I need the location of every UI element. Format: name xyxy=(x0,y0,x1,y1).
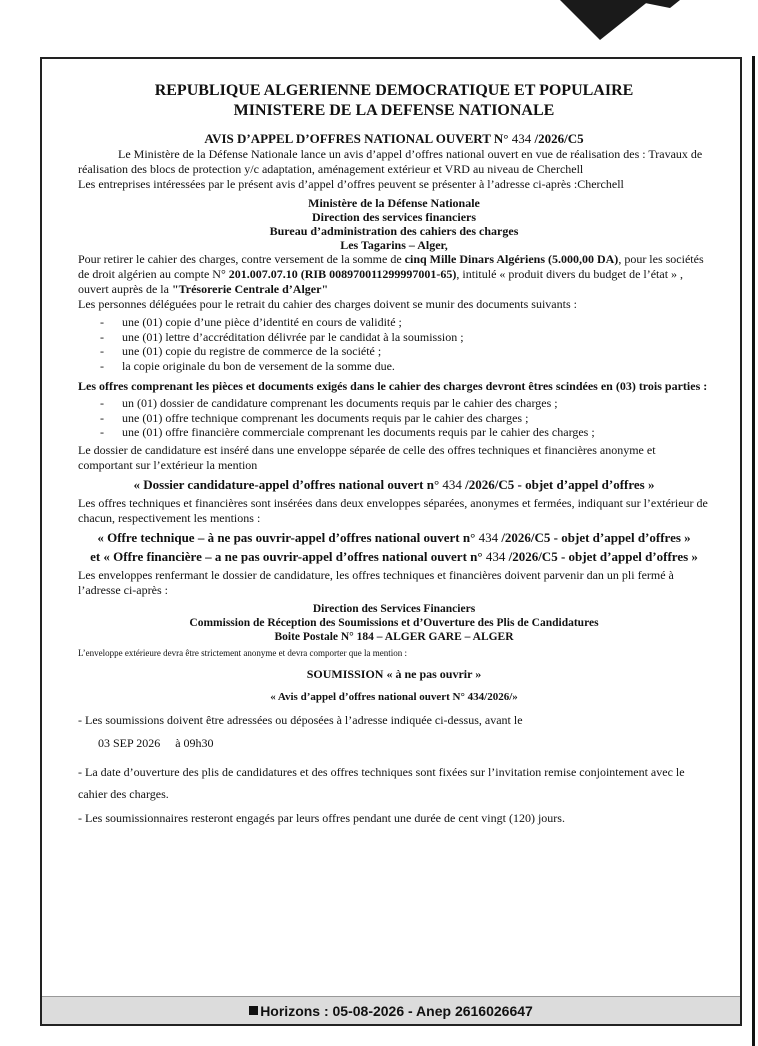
deadline-paragraph: - Les soumissions doivent être adressées ou déposées à l’adresse indiquée ci-dessus, avant le xyxy=(78,712,523,727)
notice-title: AVIS D’APPEL D’OFFRES NATIONAL OUVERT N° 434 /2026/C5 xyxy=(204,131,584,146)
address-line: Direction des Services Financiers xyxy=(312,602,476,615)
notice-suffix: /2026/C5 xyxy=(534,131,584,146)
list-item: - une (01) offre financière commerciale comprenant les documents requis par le cahier des charges ; xyxy=(100,425,710,440)
address-line: Direction des services financiers xyxy=(311,210,477,224)
deadline-date: 03 SEP 2026 xyxy=(98,735,161,750)
opening-paragraph: - La date d’ouverture des plis de candidatures et des offres techniques sont fixées sur l’invitation remise conjointement avec le cahier des charges. xyxy=(78,764,685,801)
outer-envelope-note: L’enveloppe extérieure devra être strictement anonyme et devra comporter que la mention : xyxy=(78,647,408,658)
offer-parts-list xyxy=(78,396,710,440)
mention-candidature: « Dossier candidature-appel d’offres national ouvert n° 434 /2026/C5 - objet d’appel d’offres » xyxy=(133,476,655,492)
tech-fin-paragraph: Les offres techniques et financières sont insérées dans deux enveloppes séparées, anonymes et fermées, indiquant sur l’extérieur de chacun, respectivement les mentions : xyxy=(78,495,708,525)
deadline-time: à 09h30 xyxy=(175,735,214,750)
payment-paragraph: Pour retirer le cahier des charges, contre versement de la somme de cinq Mille Dinars Algériens (5.000,00 DA), pour les sociétés de droit algérien au compte N° 201.007.07.10 (RIB 008970011299997001-65), intitulé « produit divers du budget de l’état » , ouvert auprès de la "Trésorerie Centrale d’Alger" xyxy=(78,252,704,296)
address-block-2 xyxy=(78,602,710,644)
treasury-name: "Trésorerie Centrale d’Alger" xyxy=(171,282,329,296)
mention-technical: « Offre technique – à ne pas ouvrir-appel d’offres national ouvert n° 434 /2026/C5 - objet d’appel d’offres » xyxy=(97,529,691,545)
logo-fragment xyxy=(560,0,680,42)
candidature-paragraph: Le dossier de candidature est inséré dans une enveloppe séparée de celle des offres techniques et financières anonyme et comportant sur l’extérieur la mention xyxy=(78,442,656,472)
list-item: - la copie originale du bon de versement de la somme due. xyxy=(100,359,710,374)
notice-frame xyxy=(40,57,742,1026)
soumission-mention: SOUMISSION « à ne pas ouvrir » xyxy=(306,666,482,681)
list-item: - une (01) copie du registre de commerce de la société ; xyxy=(100,344,710,359)
address-line: Bureau d’administration des cahiers des charges xyxy=(269,224,519,238)
envelope-paragraph: Les enveloppes renfermant le dossier de candidature, les offres techniques et financières doivent parvenir dan un pli fermé à l’adresse ci-après : xyxy=(78,567,674,597)
address-line: Boite Postale N° 184 – ALGER GARE – ALGER xyxy=(274,630,514,643)
notice-number: 434 xyxy=(511,131,532,146)
header-line-1: REPUBLIQUE ALGERIENNE DEMOCRATIQUE ET POPULAIRE xyxy=(154,82,634,99)
footer-bar xyxy=(42,996,740,1024)
list-item: - une (01) lettre d’accréditation délivrée par le candidat à la soumission ; xyxy=(100,330,710,345)
square-bullet-icon xyxy=(249,1006,258,1015)
notice-content xyxy=(42,59,740,826)
deadline-date-line xyxy=(98,736,710,751)
avis-mention: « Avis d’appel d’offres national ouvert N° 434/2026/» xyxy=(270,690,518,703)
intro-paragraph: Le Ministère de la Défense Nationale lance un avis d’appel d’offres national ouvert en vue de réalisation des : Travaux de réalisation des blocs de protection y/c adaptation, aménagement extérieur et VRD au niveau de Cherchell xyxy=(78,147,703,176)
engagement-paragraph: - Les soumissionnaires resteront engagés par leurs offres pendant une durée de cent vingt (120) jours. xyxy=(78,810,565,825)
list-item: - une (01) copie d’une pièce d’identité en cours de validité ; xyxy=(100,315,710,330)
address-block-1 xyxy=(78,196,710,252)
payment-amount: cinq Mille Dinars Algériens (5.000,00 DA) xyxy=(404,252,619,266)
intro-paragraph-2: Les entreprises intéressées par le présent avis d’appel d’offres peuvent se présenter à l’adresse ci-après :Cherchell xyxy=(78,177,624,191)
footer-text: Horizons : 05-08-2026 - Anep 2616026647 xyxy=(260,1002,533,1019)
right-column-rule xyxy=(752,56,755,1046)
list-item: - une (01) offre technique comprenant les documents requis par le cahier des charges ; xyxy=(100,411,710,426)
offers-heading: Les offres comprenant les pièces et documents exigés dans le cahier des charges devront êtres scindées en (03) trois parties : xyxy=(78,379,708,393)
address-line: Commission de Réception des Soumissions et d’Ouverture des Plis de Candidatures xyxy=(189,616,599,629)
documents-intro: Les personnes déléguées pour le retrait du cahier des charges doivent se munir des documents suivants : xyxy=(78,297,577,311)
mention-financial: et « Offre financière – a ne pas ouvrir-appel d’offres national ouvert n° 434 /2026/C5 - objet d’appel d’offres » xyxy=(90,548,698,564)
documents-list xyxy=(78,315,710,373)
account-number: 201.007.07.10 (RIB 008970011299997001-65) xyxy=(228,267,457,281)
header-line-2: MINISTERE DE LA DEFENSE NATIONALE xyxy=(233,102,555,119)
address-line: Ministère de la Défense Nationale xyxy=(308,196,480,210)
list-item: - un (01) dossier de candidature comprenant les documents requis par le cahier des charges ; xyxy=(100,396,710,411)
address-line: Les Tagarins – Alger, xyxy=(340,238,448,252)
